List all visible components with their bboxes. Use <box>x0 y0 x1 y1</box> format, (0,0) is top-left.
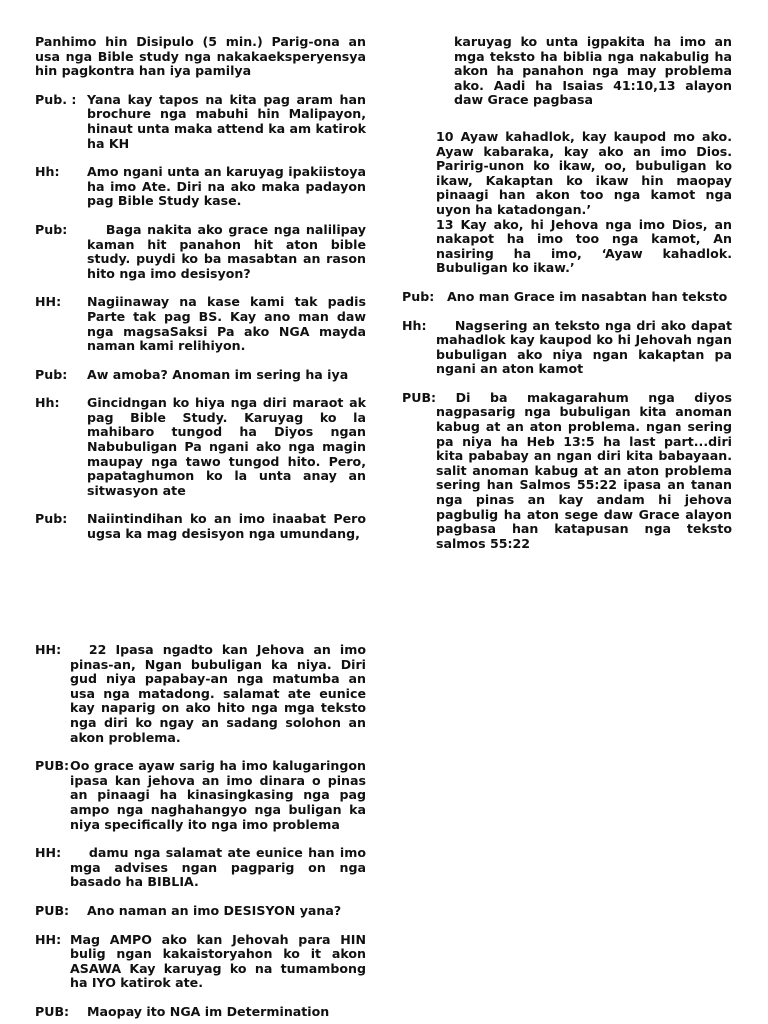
dialogue-text: Ano man Grace im nasabtan han teksto <box>447 288 728 304</box>
verse-10-paragraph: 10 Ayaw kahadlok, kay kaupod mo ako. Ayaw kabaraka, kay ako an imo Dios. Paririg-unon ko ikaw, oo, bubuligan ko ikaw, Kakaptan ko ikaw hin maopay pinaagi han akon too nga kamot nga uyon ha katadongan.’ <box>436 128 732 217</box>
speaker-label: PUB: <box>35 902 70 918</box>
dialogue-text: Naiintindihan ko an imo inaabat Pero ugsa ka mag desisyon nga umundang, <box>87 511 366 542</box>
dialogue-text: Yana kay tapos na kita pag aram han brochure nga mabuhi hin Malipayon, hinaut unta maka attend ka am katirok ha KH <box>87 91 366 151</box>
speaker-label: PUB: <box>402 389 437 405</box>
speaker-label: Pub. : <box>35 91 77 107</box>
dialogue-entry <box>35 643 366 745</box>
speaker-label: Pub: <box>35 221 68 237</box>
dialogue-text: Oo grace ayaw sarig ha imo kalugaringon ipasa kan jehova an imo dinara o pinas an pinaagi ha kinasingkasing nga pag ampo nga naghahangyo nga buligan ka niya specifically ito nga imo problema <box>70 758 366 832</box>
dialogue-text: Nagsering an teksto nga dri ako dapat mahadlok kay kaupod ko hi Jehovah ngan bubuligan ako niya ngan kakaptan pa ngani an aton kamot <box>436 317 732 377</box>
dialogue-entry <box>35 759 366 832</box>
dialogue-entry <box>35 512 366 541</box>
speaker-label: HH: <box>35 931 62 947</box>
dialogue-entry <box>35 165 366 209</box>
dialogue-text: Nagiinaway na kase kami tak padis Parte tak pag BS. Kay ano man daw nga magsaSaksi Pa ako NGA mayda naman kami relihiyon. <box>87 294 366 354</box>
dialogue-entry <box>402 290 732 305</box>
speaker-label: Pub: <box>402 288 435 304</box>
dialogue-text: Aw amoba? Anoman im sering ha iya <box>87 366 349 382</box>
dialogue-entry <box>35 223 366 281</box>
dialogue-entry <box>35 93 366 151</box>
verse-13-paragraph: 13 Kay ako, hi Jehova nga imo Dios, an nakapot ha imo too nga kamot, An nasiring ha imo, ‘Ayaw kahadlok. Bubuligan ko ikaw.’ <box>436 216 732 276</box>
left-column-top <box>35 35 366 542</box>
dialogue-entry <box>35 846 366 890</box>
dialogue-text: Maopay ito NGA im Determination <box>87 1003 330 1019</box>
speaker-label: Hh: <box>35 164 60 180</box>
speaker-label: HH: <box>35 294 62 310</box>
speaker-label: Pub: <box>35 511 68 527</box>
speaker-label: Hh: <box>402 317 427 333</box>
speaker-label: Hh: <box>35 395 60 411</box>
intro-paragraph: Panhimo hin Disipulo (5 min.) Parig-ona an usa nga Bible study nga nakakaeksperyensya hin pagkontra han iya pamilya <box>35 34 366 79</box>
speaker-label: HH: <box>35 845 62 861</box>
dialogue-entry <box>35 1005 366 1020</box>
right-column <box>402 35 732 551</box>
dialogue-entry <box>35 368 366 383</box>
continued-paragraph: karuyag ko unta igpakita ha imo an mga teksto ha biblia nga nakabulig ha akon ha panahon nga may problema ako. Aadi ha Isaias 41:10,13 alayon daw Grace pagbasa <box>454 34 732 108</box>
dialogue-entry <box>35 933 366 991</box>
dialogue-entry <box>35 904 366 919</box>
dialogue-text: Baga nakita ako grace nga nalilipay kaman hit panahon hit aton bible study. puydi ko ba masabtan an rason hito nga imo desisyon? <box>87 221 366 281</box>
dialogue-text: Di ba makagarahum nga diyos nagpasarig nga bubuligan kita anoman kabug at an aton problema. ngan sering pa niya ha Heb 13:5 ha last part...diri kita pababay an ngan diri kita babayaan. salit anoman kabug at an aton problema sering han Salmos 55:22 ipasa an tanan nga pinas an kay andam hi jehova pagbulig ha aton sege daw Grace alayon pagbasa han katapusan nga teksto salmos 55:22 <box>436 389 733 551</box>
speaker-label: HH: <box>35 642 62 657</box>
left-column-bottom <box>35 643 366 1019</box>
dialogue-entry <box>402 391 732 552</box>
dialogue-text: Ano naman an imo DESISYON yana? <box>87 902 342 918</box>
dialogue-text: Gincidngan ko hiya nga diri maraot ak pag Bible Study. Karuyag ko la mahibaro tungod ha Diyos ngan Nabubuligan Pa ngani ako nga magin maupay nga tawo tungod hito. Pero, papataghumon ko la unta anay an sitwasyon ate <box>87 395 366 498</box>
dialogue-text: Amo ngani unta an karuyag ipakiistoya ha imo Ate. Diri na ako maka padayon pag Bible Study kase. <box>87 164 366 209</box>
dialogue-text: Mag AMPO ako kan Jehovah para HIN bulig ngan kakaistoryahon ko it akon ASAWA Kay karuyag ko na tumambong ha IYO katirok ate. <box>70 931 366 991</box>
dialogue-text: 22 Ipasa ngadto kan Jehova an imo pinas-an, Ngan bubuligan ka niya. Diri gud niya papabay-an nga matumba an usa nga matadong. salamat ate eunice kay naparig on ako hito nga mga teksto nga diri ko ngay an sadang solohon an akon problema. <box>70 642 366 745</box>
dialogue-text: damu nga salamat ate eunice han imo mga advises ngan pagparig on nga basado ha BIBLIA. <box>70 845 366 890</box>
dialogue-entry <box>35 295 366 353</box>
speaker-label: Pub: <box>35 366 68 382</box>
speaker-label: PUB: <box>35 1003 70 1019</box>
dialogue-entry <box>402 319 732 377</box>
speaker-label: PUB: <box>35 758 70 774</box>
dialogue-entry <box>35 396 366 498</box>
